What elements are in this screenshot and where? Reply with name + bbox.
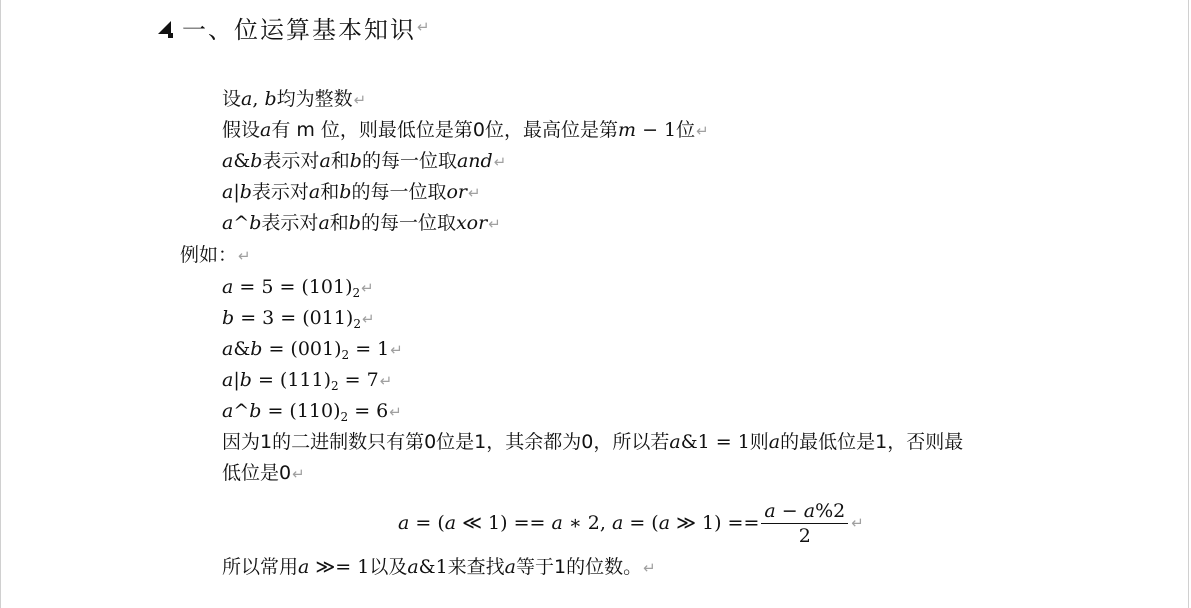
definition-line-xor: a^b表示对a和b的每一位取xor↵: [222, 212, 501, 234]
shift-formula: a = (a ≪ 1) == a ∗ 2, a = (a ≫ 1) == $\frac{a - a\%2}{2}$ ↵: [398, 497, 864, 549]
definition-line-and: a&b表示对a和b的每一位取and↵: [222, 150, 507, 172]
example-line-b: $b = 3 = (011)_2↵$: [222, 307, 375, 331]
paragraph-mark-icon: ↵: [643, 559, 656, 577]
definition-line-1: 设a, b均为整数↵: [222, 88, 367, 110]
explanation-line-1: 因为1的二进制数只有第0位是1，其余都为0，所以若a&1 = 1则a的最低位是1，否则最: [222, 431, 964, 453]
paragraph-mark-icon: ↵: [851, 514, 864, 532]
conclusion-line: 所以常用a ≫= 1以及a&1来查找a等于1的位数。↵: [222, 556, 656, 578]
example-line-or: $a|b = (111)_2$ = 7↵: [222, 369, 393, 393]
page-right-edge: [1188, 0, 1189, 608]
explanation-line-2: 低位是0↵: [222, 462, 305, 484]
example-line-and: a&b = $(001)_2$ = 1↵: [222, 338, 403, 362]
fraction-numerator: a − a%2: [761, 499, 848, 524]
page-left-edge: [0, 0, 1, 608]
paragraph-mark-icon: ↵: [292, 465, 305, 483]
paragraph-mark-icon: ↵: [389, 403, 402, 421]
paragraph-mark-icon: ↵: [467, 184, 481, 202]
paragraph-mark-icon: ↵: [696, 122, 709, 140]
paragraph-mark-icon: ↵: [417, 18, 430, 36]
heading-text: 一、位运算基本知识: [182, 15, 416, 44]
definition-line-2: 假设a有 m 位，则最低位是第0位，最高位是第m − 1位↵: [222, 119, 709, 141]
definition-line-or: a|b表示对a和b的每一位取or↵: [222, 181, 481, 203]
paragraph-mark-icon: ↵: [493, 153, 507, 171]
section-heading: [158, 10, 430, 44]
paragraph-mark-icon: ↵: [238, 247, 251, 265]
example-label: 例如：↵: [180, 244, 251, 266]
collapse-triangle-icon[interactable]: [158, 17, 178, 37]
paragraph-mark-icon: ↵: [353, 91, 367, 109]
paragraph-mark-icon: ↵: [379, 372, 393, 390]
formula-fraction: [761, 499, 848, 548]
fraction-denominator: 2: [798, 524, 811, 547]
example-line-a: $a = 5 = (101)_2↵$: [222, 276, 374, 300]
paragraph-mark-icon: ↵: [488, 215, 501, 233]
paragraph-mark-icon: ↵: [362, 310, 375, 328]
paragraph-mark-icon: ↵: [361, 279, 374, 297]
paragraph-mark-icon: ↵: [390, 341, 403, 359]
example-line-xor: a^b = $(110)_2$ = 6↵: [222, 400, 402, 424]
